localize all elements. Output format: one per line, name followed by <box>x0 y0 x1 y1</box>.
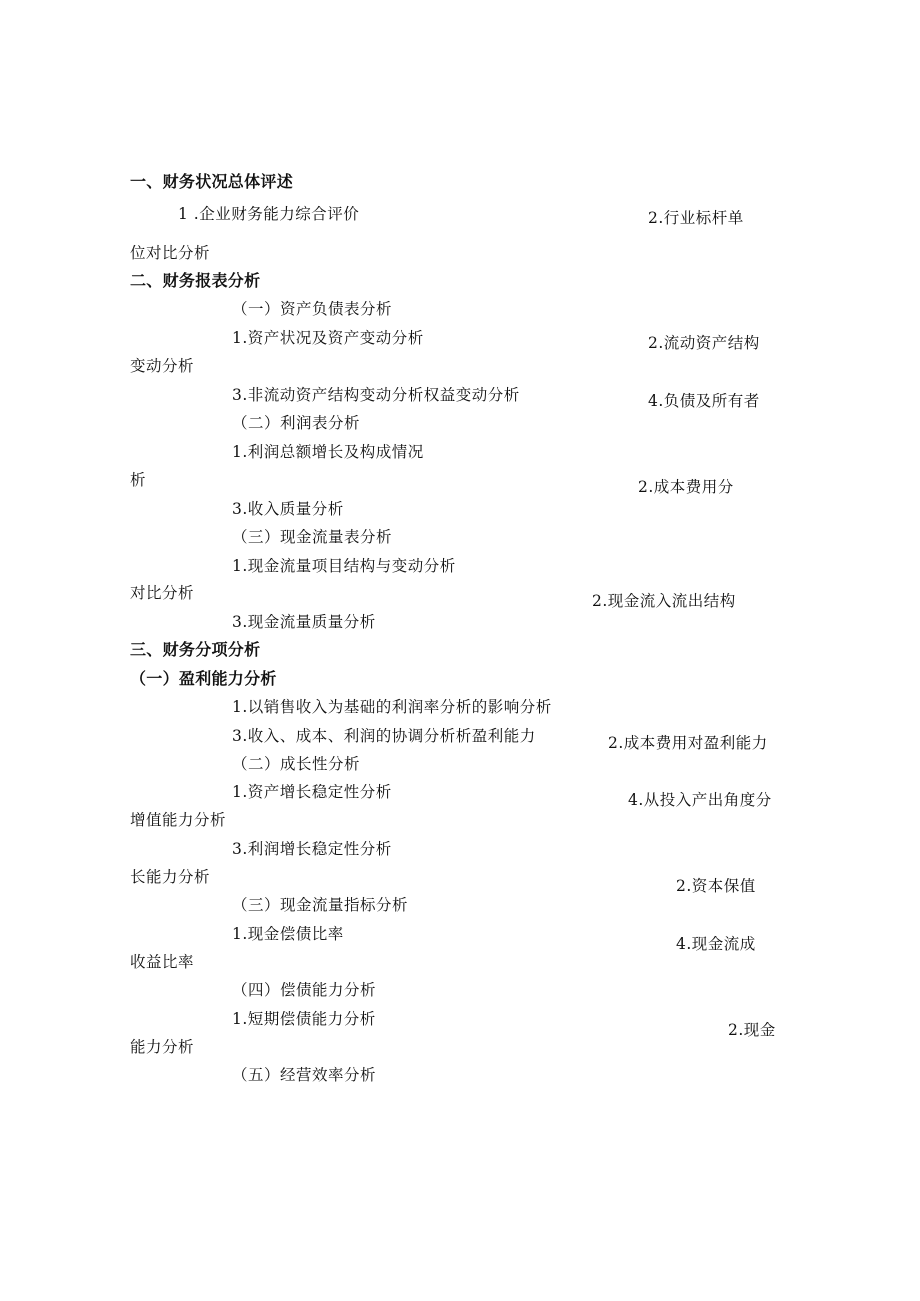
outline-item: 2.行业标杆单 <box>648 209 744 227</box>
outline-item: 1.以销售收入为基础的利润率分析的影响分析 <box>232 698 552 716</box>
section-heading-3: 三、财务分项分析 <box>130 640 261 659</box>
outline-item: 1.资产增长稳定性分析 <box>232 783 392 801</box>
outline-item: 2.成本费用对盈利能力 <box>608 734 768 752</box>
outline-item-continuation: 长能力分析 <box>130 868 211 886</box>
section-heading-1: 一、财务状况总体评述 <box>130 172 294 191</box>
outline-item: 4.现金流成 <box>676 935 756 953</box>
subsection-heading: （五）经营效率分析 <box>232 1066 377 1084</box>
outline-item: 4.负债及所有者 <box>648 392 760 410</box>
outline-item-continuation: 析 <box>130 471 147 489</box>
outline-item-continuation: 对比分析 <box>130 584 195 602</box>
outline-item: 2.现金 <box>728 1021 776 1039</box>
outline-item-continuation: 收益比率 <box>130 953 195 971</box>
outline-item: 2.现金流入流出结构 <box>592 592 736 610</box>
outline-item-continuation: 变动分析 <box>130 357 195 375</box>
outline-item: 1 .企业财务能力综合评价 <box>178 205 360 223</box>
outline-item: 1.利润总额增长及构成情况 <box>232 443 424 461</box>
subsection-heading: （一）资产负债表分析 <box>232 300 393 318</box>
outline-item: 3.非流动资产结构变动分析权益变动分析 <box>232 386 520 404</box>
outline-item-continuation: 增值能力分析 <box>130 811 227 829</box>
outline-item: 3.收入质量分析 <box>232 500 344 518</box>
outline-item-continuation: 位对比分析 <box>130 244 211 262</box>
outline-item: 2.资本保值 <box>676 877 756 895</box>
outline-item-continuation: 能力分析 <box>130 1038 195 1056</box>
outline-item: 1.短期偿债能力分析 <box>232 1010 376 1028</box>
outline-item: 1.现金流量项目结构与变动分析 <box>232 557 456 575</box>
subsection-heading: （二）成长性分析 <box>232 755 361 773</box>
outline-item: 2.成本费用分 <box>638 478 734 496</box>
outline-item: 3.收入、成本、利润的协调分析析盈利能力 <box>232 727 536 745</box>
outline-item: 4.从投入产出角度分 <box>628 791 772 809</box>
outline-item: 3.现金流量质量分析 <box>232 613 376 631</box>
subsection-heading: （四）偿债能力分析 <box>232 981 377 999</box>
subsection-heading: （二）利润表分析 <box>232 414 361 432</box>
outline-item: 2.流动资产结构 <box>648 334 760 352</box>
outline-item: 1.现金偿债比率 <box>232 925 344 943</box>
subsection-heading: （三）现金流量表分析 <box>232 528 393 546</box>
outline-item: 3.利润增长稳定性分析 <box>232 840 392 858</box>
subsection-heading: （一）盈利能力分析 <box>130 669 277 688</box>
outline-item: 1.资产状况及资产变动分析 <box>232 329 424 347</box>
subsection-heading: （三）现金流量指标分析 <box>232 896 409 914</box>
section-heading-2: 二、财务报表分析 <box>130 271 261 290</box>
